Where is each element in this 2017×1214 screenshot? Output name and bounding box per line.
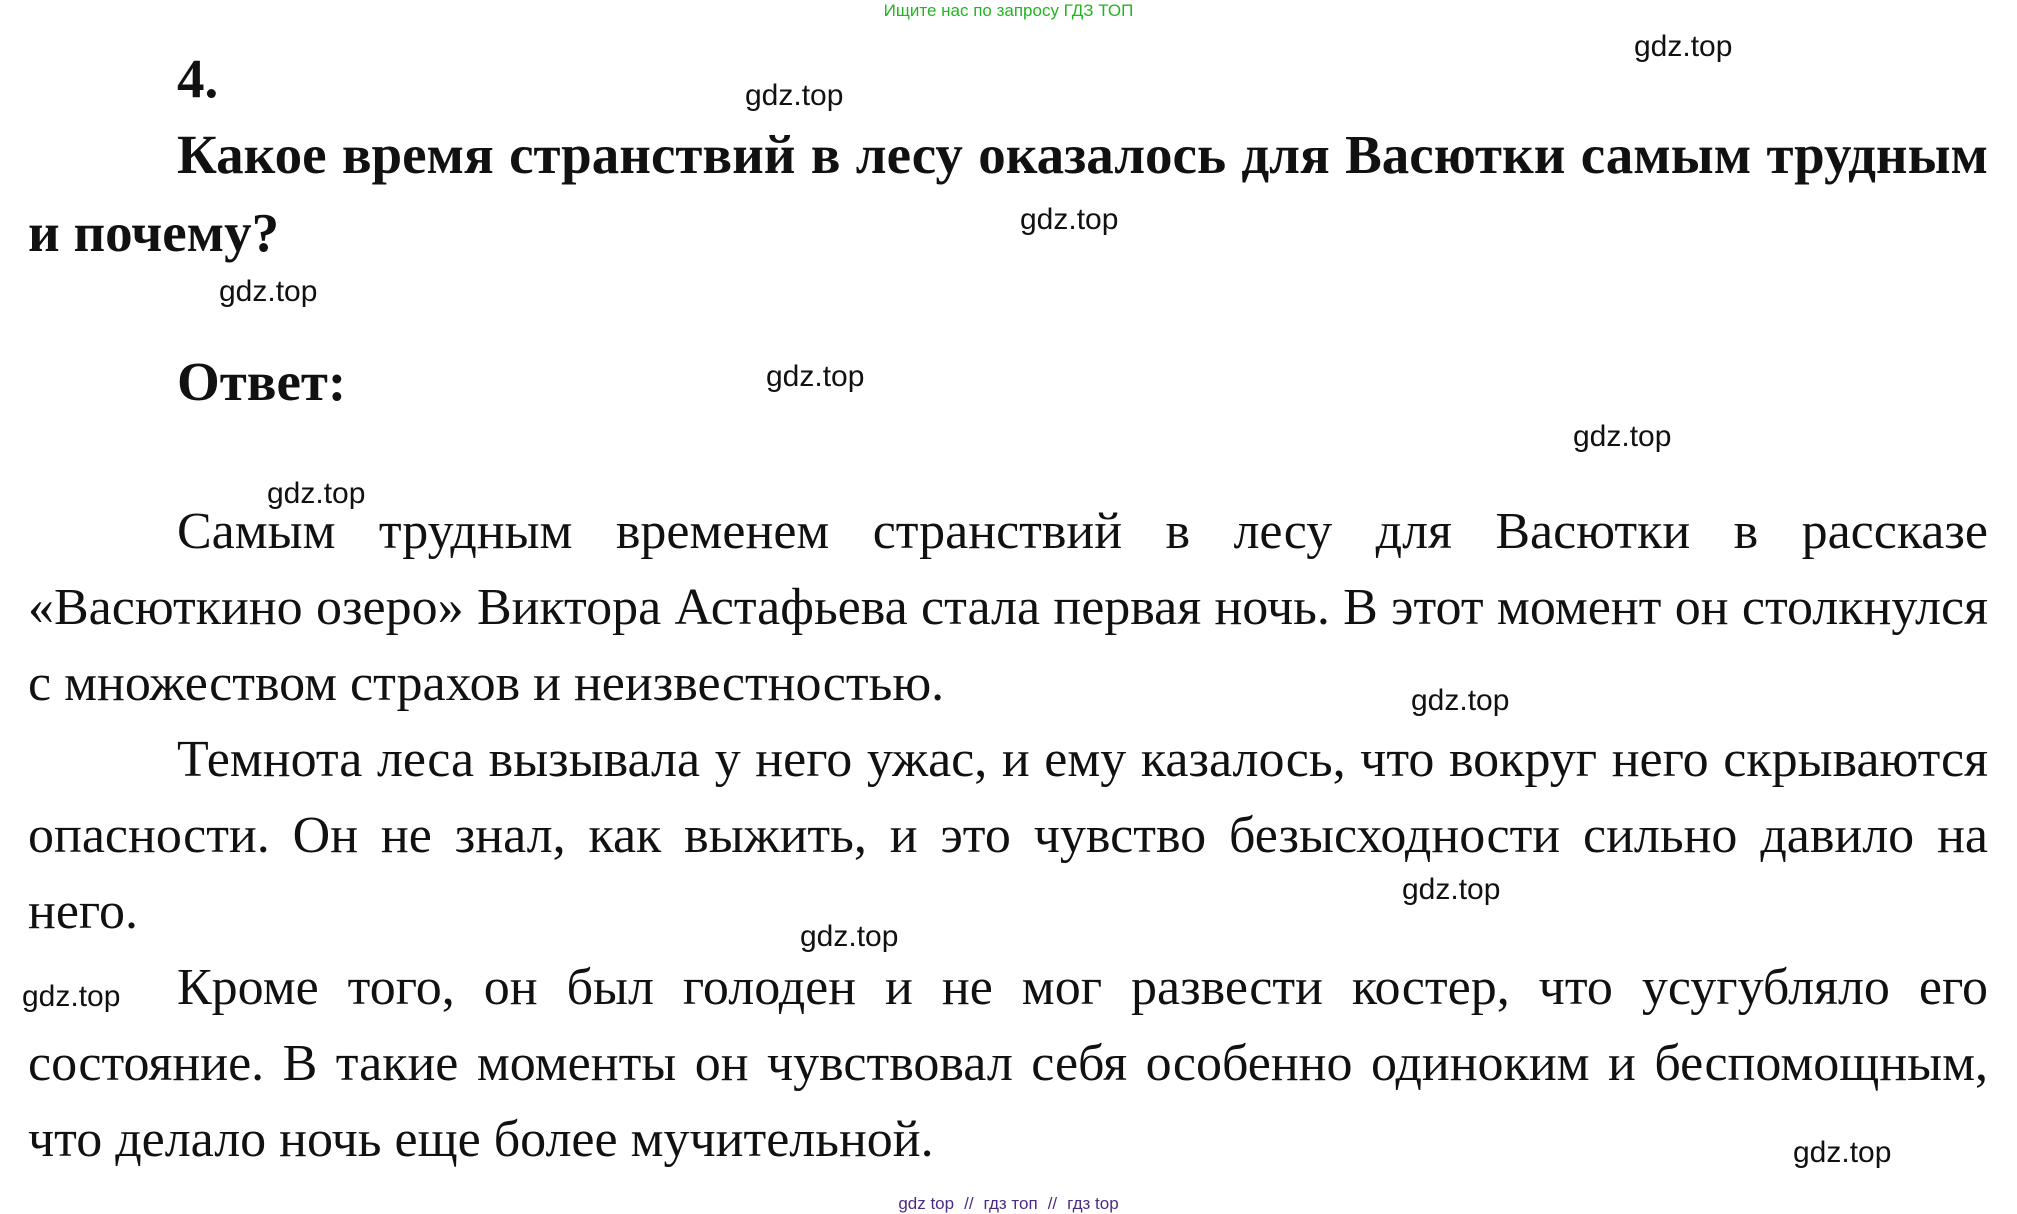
watermark: gdz.top: [745, 79, 844, 112]
answer-paragraph-1: Самым трудным временем странствий в лесу для Васютки в рассказе «Васюткино озеро» Виктора Астафьева стала первая ночь. В этот момент он столкнулся с множеством страхов и неизвестностью.: [28, 503, 1988, 712]
footer-links: [0, 1194, 2017, 1214]
watermark: gdz.top: [1573, 420, 1672, 453]
watermark: gdz.top: [766, 360, 865, 393]
watermark: gdz.top: [1634, 30, 1733, 63]
watermark: gdz.top: [1793, 1136, 1892, 1169]
answer-paragraph-2: Темнота леса вызывала у него ужас, и ему казалось, что вокруг него скрываются опасности. Он не знал, как выжить, и это чувство безысходности сильно давило на него.: [28, 731, 1988, 940]
question-text: Какое время странствий в лесу оказалось для Васютки самым трудным и почему?: [28, 124, 1988, 263]
watermark: gdz.top: [1020, 203, 1119, 236]
watermark: gdz.top: [267, 477, 366, 510]
footer-link[interactable]: гдз top: [1067, 1194, 1119, 1213]
answer-paragraph-3: Кроме того, он был голоден и не мог развести костер, что усугубляло его состояние. В такие моменты он чувствовал себя особенно одиноким и беспомощным, что делало ночь еще более мучительной.: [28, 959, 1988, 1168]
footer-separator: //: [1047, 1194, 1058, 1213]
footer-separator: //: [964, 1194, 974, 1213]
watermark: gdz.top: [219, 275, 318, 308]
watermark: gdz.top: [1411, 684, 1510, 717]
footer-link[interactable]: gdz top: [898, 1194, 955, 1213]
watermark: gdz.top: [800, 920, 899, 953]
top-banner: Ищите нас по запросу ГДЗ ТОП: [883, 1, 1134, 20]
answer-label: Ответ:: [177, 351, 347, 412]
watermark: gdz.top: [22, 980, 121, 1013]
watermark: gdz.top: [1402, 873, 1501, 906]
footer-link[interactable]: гдз топ: [983, 1194, 1038, 1213]
question-number: 4.: [177, 48, 219, 109]
answer-body: [28, 494, 1988, 1178]
